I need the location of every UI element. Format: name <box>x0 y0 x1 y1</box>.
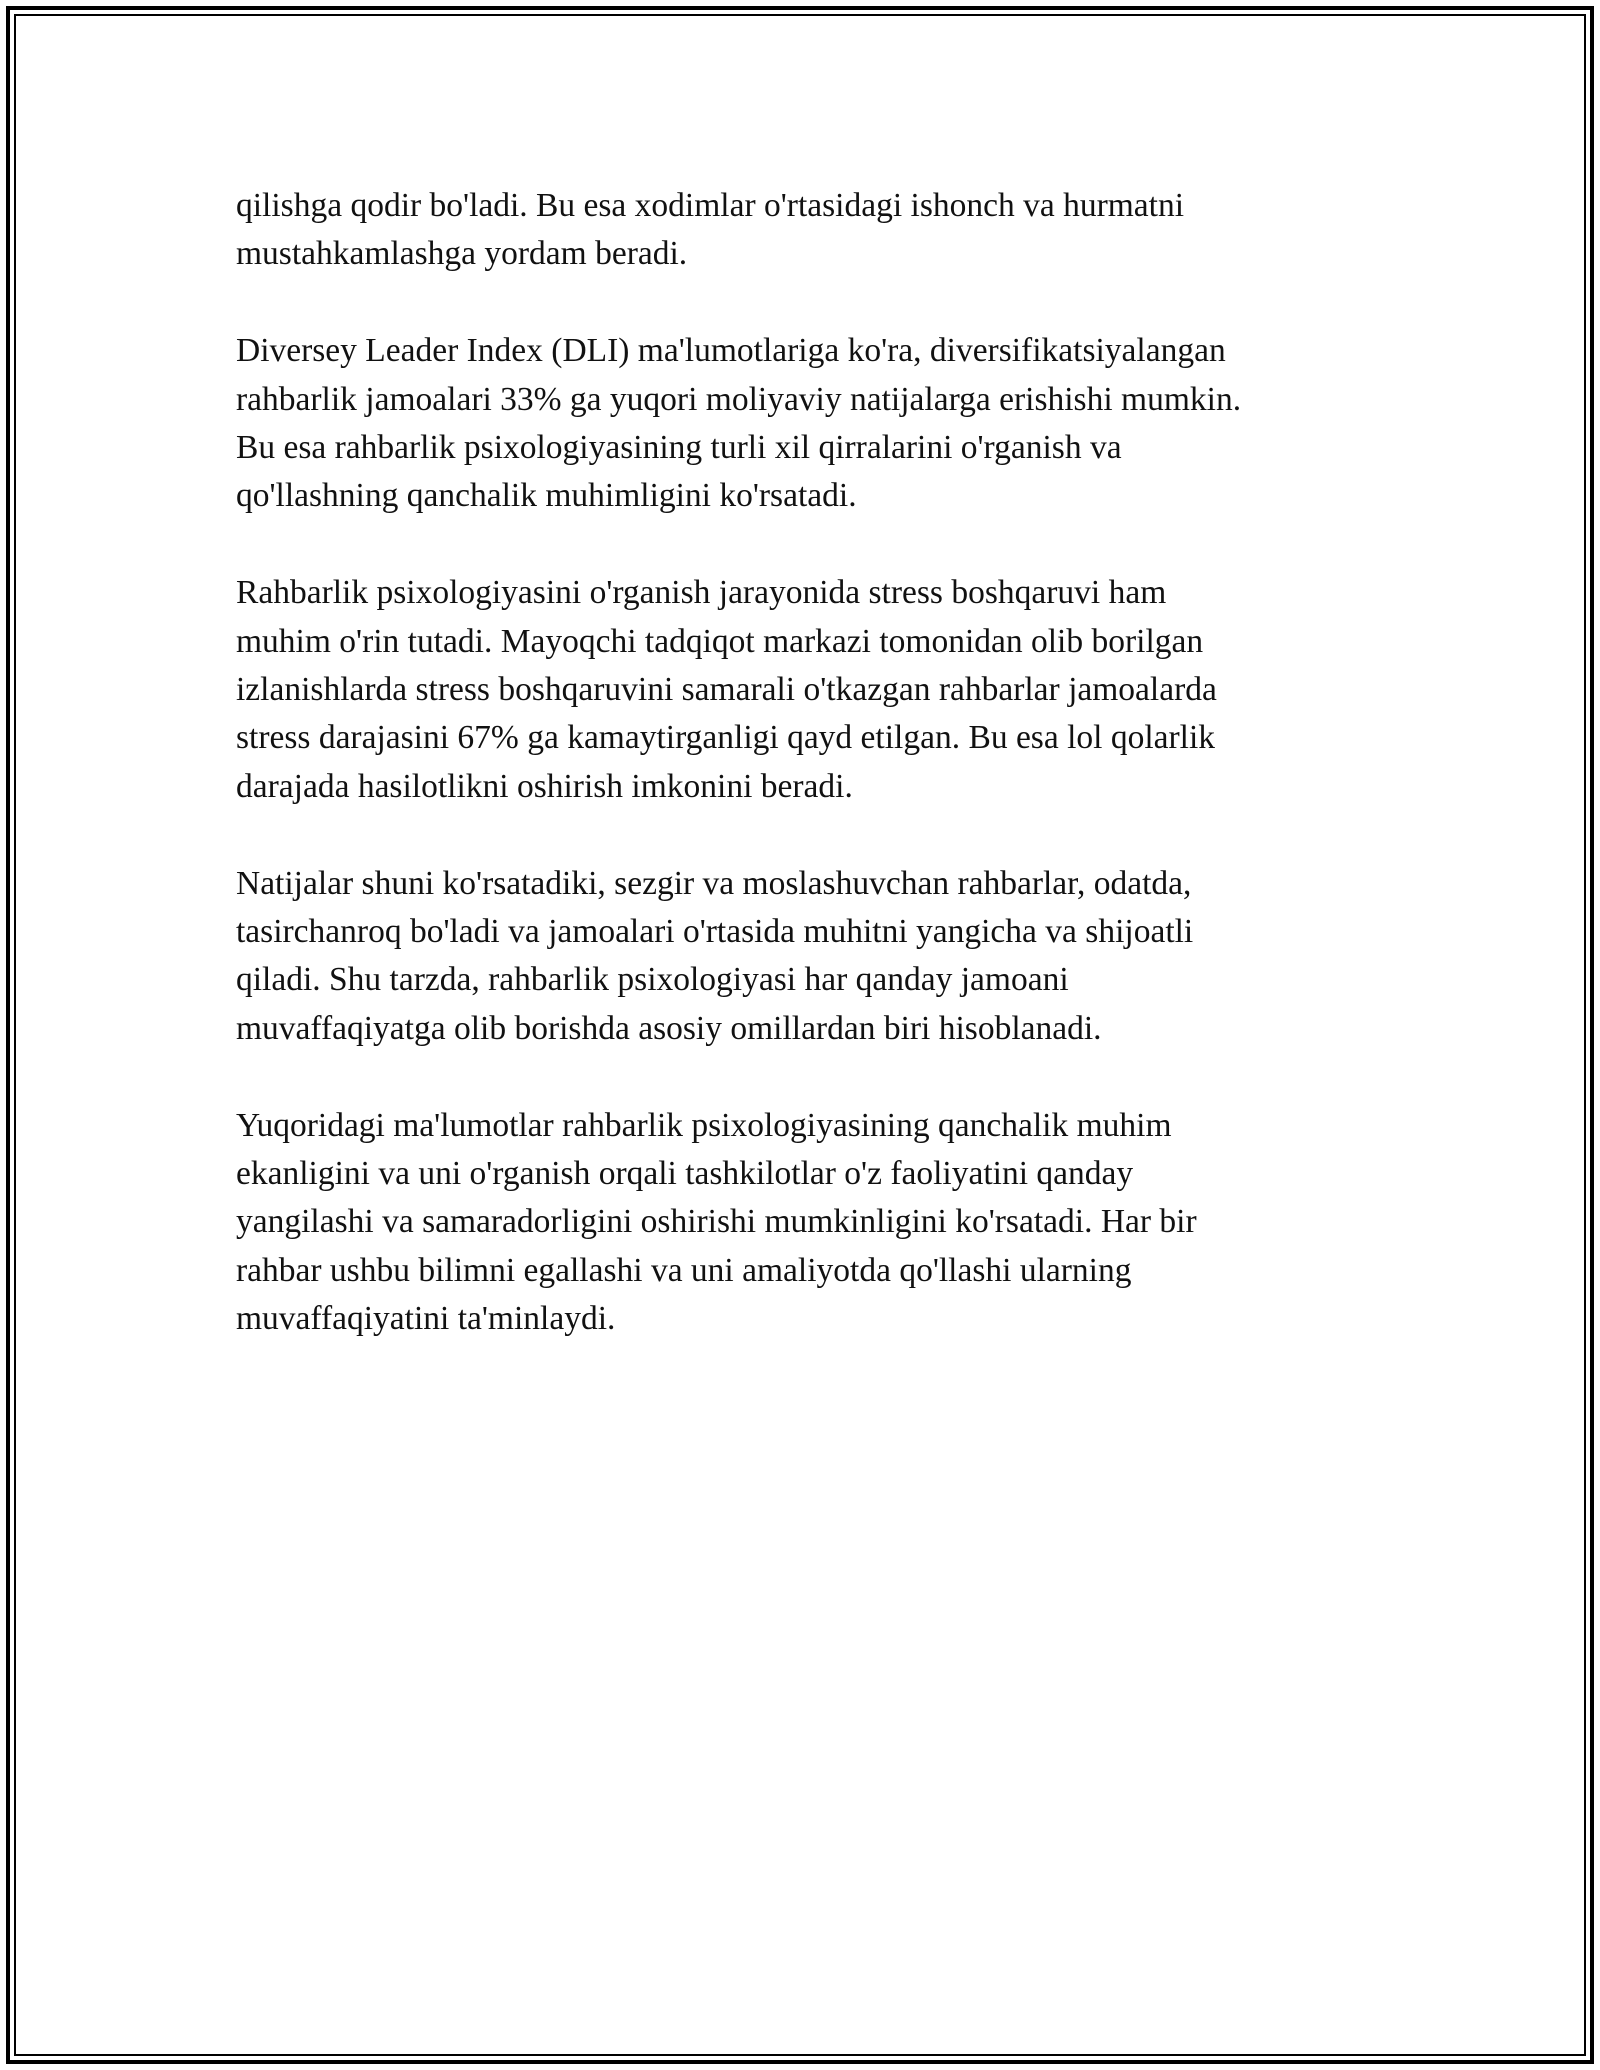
paragraph-4 <box>236 860 1366 1054</box>
text-line: mustahkamlashga yordam beradi. <box>236 235 688 273</box>
text-line: tasirchanroq bo'ladi va jamoalari o'rtasida muhitni yangicha va shijoatli <box>236 913 1194 951</box>
text-line: Yuqoridagi ma'lumotlar rahbarlik psixologiyasining qanchalik muhim <box>236 1106 1172 1144</box>
text-line: muhim o'rin tutadi. Mayoqchi tadqiqot markazi tomonidan olib borilgan <box>236 622 1204 660</box>
paragraph-5 <box>236 1102 1366 1344</box>
text-line: Bu esa rahbarlik psixologiyasining turli xil qirralarini o'rganish va <box>236 429 1122 467</box>
paragraph-3 <box>236 569 1366 811</box>
text-line: rahbarlik jamoalari 33% ga yuqori moliyaviy natijalarga erishishi mumkin. <box>236 380 1242 418</box>
paragraph-1 <box>236 182 1366 279</box>
text-line: rahbar ushbu bilimni egallashi va uni amaliyotda qo'llashi ularning <box>236 1251 1132 1289</box>
text-line: Diversey Leader Index (DLI) ma'lumotlariga ko'ra, diversifikatsiyalangan <box>236 332 1226 370</box>
paragraph-2 <box>236 327 1366 521</box>
text-line: izlanishlarda stress boshqaruvini samarali o'tkazgan rahbarlar jamoalarda <box>236 671 1217 709</box>
text-line: darajada hasilotlikni oshirish imkonini beradi. <box>236 767 853 805</box>
text-line: Rahbarlik psixologiyasini o'rganish jarayonida stress boshqaruvi ham <box>236 574 1167 612</box>
text-line: ekanligini va uni o'rganish orqali tashkilotlar o'z faoliyatini qanday <box>236 1155 1134 1193</box>
text-line: Natijalar shuni ko'rsatadiki, sezgir va moslashuvchan rahbarlar, odatda, <box>236 864 1192 902</box>
text-line: qilishga qodir bo'ladi. Bu esa xodimlar o'rtasidagi ishonch va hurmatni <box>236 187 1185 224</box>
text-line: qo'llashning qanchalik muhimligini ko'rsatadi. <box>236 477 857 515</box>
text-line: qiladi. Shu tarzda, rahbarlik psixologiyasi har qanday jamoani <box>236 961 1069 999</box>
text-line: yangilashi va samaradorligini oshirishi mumkinligini ko'rsatadi. Har bir <box>236 1203 1197 1241</box>
text-line: muvaffaqiyatga olib borishda asosiy omillardan biri hisoblanadi. <box>236 1009 1102 1047</box>
text-line: muvaffaqiyatini ta'minlaydi. <box>236 1300 616 1338</box>
document-body <box>236 182 1366 1392</box>
text-line: stress darajasini 67% ga kamaytirganligi qayd etilgan. Bu esa lol qolarlik <box>236 719 1216 757</box>
